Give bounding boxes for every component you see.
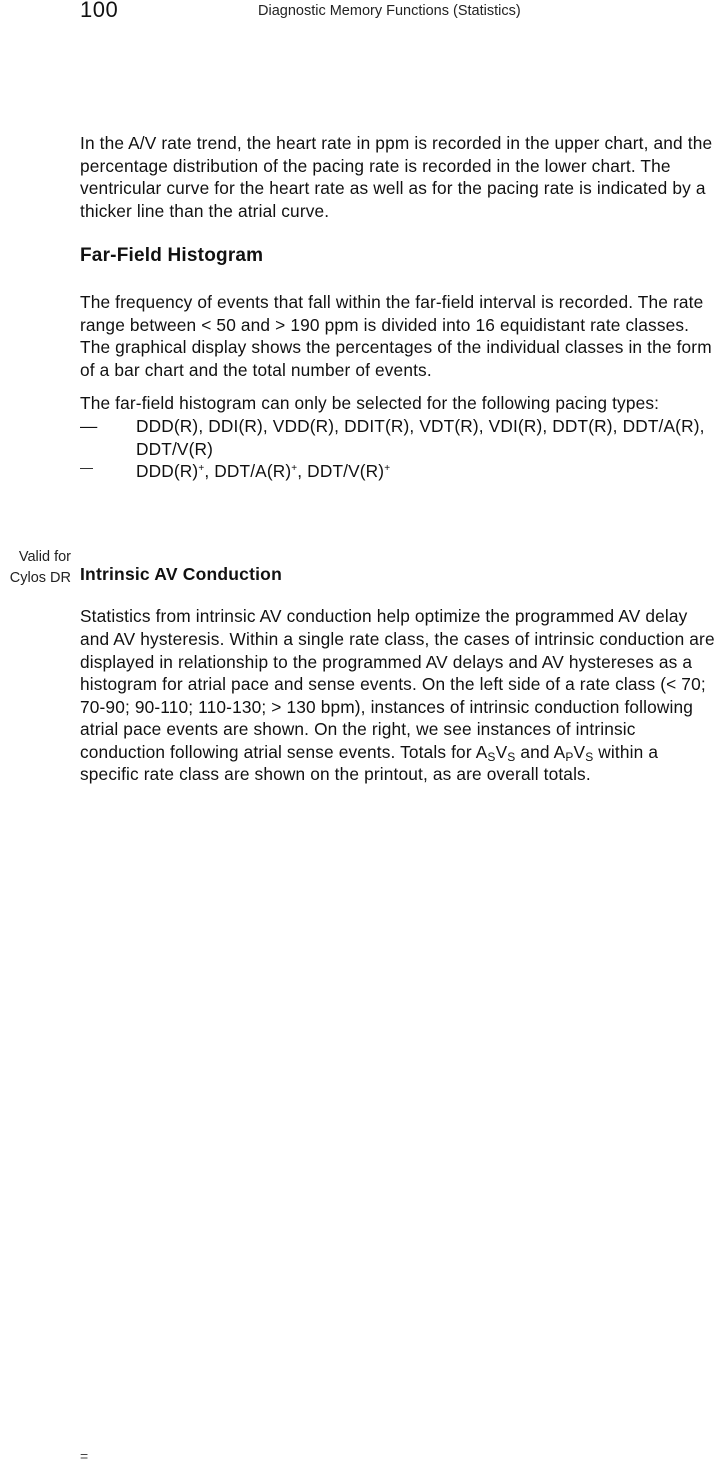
page-number: 100 <box>80 0 119 22</box>
intrinsic-heading: Intrinsic AV Conduction <box>80 563 282 584</box>
list-item <box>80 415 717 460</box>
margin-note-line: Cylos DR <box>9 570 71 586</box>
margin-note-line: Valid for <box>18 549 71 565</box>
running-header: Diagnostic Memory Functions (Statistics) <box>258 3 521 19</box>
list-item <box>80 460 717 483</box>
far-field-heading: Far-Field Histogram <box>80 245 264 267</box>
list-item-text: DDD(R)+, DDT/A(R)+, DDT/V(R)+ <box>136 461 391 482</box>
intrinsic-paragraph: Statistics from intrinsic AV conduction help optimize the programmed AV delay and AV hysteresis. Within a single rate class, the cases of intrinsic conduction are displayed in relationship to the programmed AV delays and AV hystereses as a histogram for atrial pace and sense events. On the left side of a rate class (< 70; 70-90; 90-110; 110-130; > 130 bpm), instances of intrinsic conduction following atrial pace events are shown. On the right, we see instances of intrinsic conduction following atrial sense events. Totals for $A_SV_S$ and $A_PV_S$ within a specific rate class are shown on the printout, as are overall totals. <box>80 606 715 785</box>
list-item-text: DDD(R), DDI(R), VDD(R), DDIT(R), VDT(R), VDI(R), DDT(R), DDT/A(R), DDT/V(R) <box>136 415 705 459</box>
pacing-types-paragraph: The far-field histogram can only be selected for the following pacing types: <box>80 393 660 414</box>
dash-bullet: — <box>80 460 94 476</box>
body-text <box>80 132 717 786</box>
margin-note <box>0 547 71 589</box>
far-field-paragraph: The frequency of events that fall within the far-field interval is recorded. The rate range between < 50 and > 190 ppm is divided into 16 equidistant rate classes. The graphical display shows the percentages of the individual classes in the form of a bar chart and the total number of events. <box>80 291 712 380</box>
dash-bullet: — <box>80 415 98 436</box>
intro-paragraph: In the A/V rate trend, the heart rate in ppm is recorded in the upper chart, and the percentage distribution of the pacing rate is recorded in the lower chart. The ventricular curve for the heart rate as well as for the pacing rate is indicated by a thicker line than the atrial curve. <box>80 133 713 221</box>
pacing-types-list <box>80 415 717 483</box>
footer-mark: = <box>80 1448 89 1464</box>
